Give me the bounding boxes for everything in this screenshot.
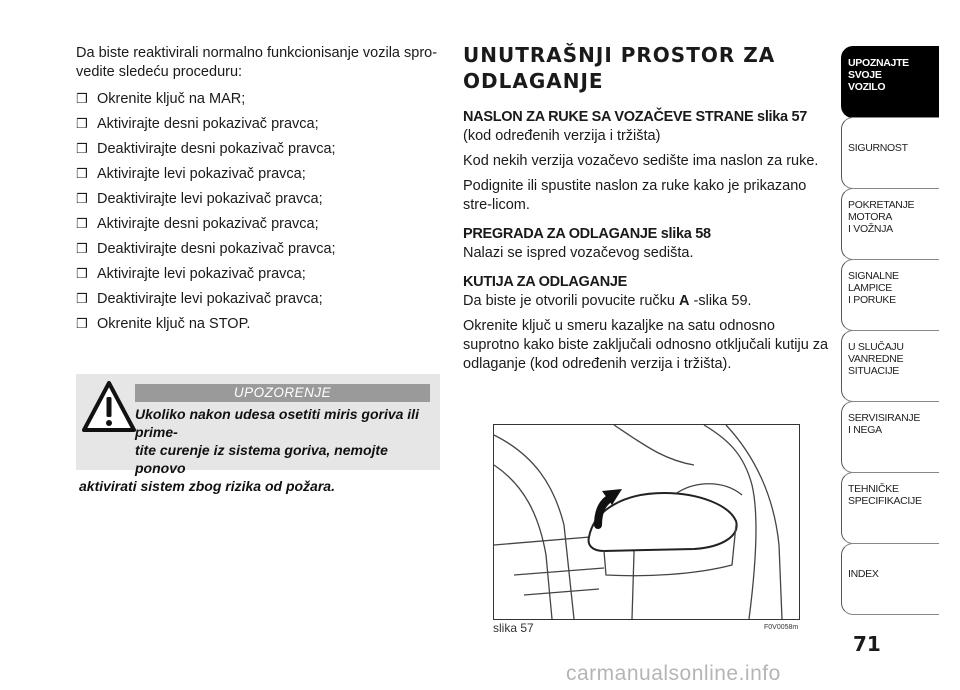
chapter-tabs <box>841 46 939 614</box>
section-compartment <box>463 225 829 263</box>
list-item: ❒ Okrenite ključ na STOP. <box>76 316 251 332</box>
list-item: ❒ Deaktivirajte desni pokazivač pravca; <box>76 241 336 257</box>
figure-caption: slika 57 <box>493 621 534 635</box>
watermark: carmanualsonline.info <box>566 662 781 685</box>
list-item: ❒ Deaktivirajte desni pokazivač pravca; <box>76 141 336 157</box>
paragraph: Kod nekih verzija vozačevo sedište ima naslon za ruke. <box>463 153 819 169</box>
list-item: ❒ Deaktivirajte levi pokazivač pravca; <box>76 191 323 207</box>
checkbox-square-icon: ❒ <box>76 242 88 257</box>
section-heading: NASLON ZA RUKE SA VOZAČEVE STRANE slika 57 <box>463 109 808 125</box>
intro-text: Da biste reaktivirali normalno funkcionisanje vozila spro-vedite sledeću proceduru: <box>76 45 438 80</box>
paragraph: Nalazi se ispred vozačevog sedišta. <box>463 245 694 261</box>
checkbox-square-icon: ❒ <box>76 267 88 282</box>
tab-sigurnost[interactable]: SIGURNOST <box>841 117 939 189</box>
page-title: UNUTRAŠNJI PROSTOR ZA ODLAGANJE <box>463 43 776 93</box>
tab-tehnicke-specifikacije[interactable]: TEHNIČKE SPECIFIKACIJE <box>841 472 939 544</box>
list-item: ❒ Deaktivirajte levi pokazivač pravca; <box>76 291 323 307</box>
figure-code: F0V0058m <box>764 624 799 631</box>
tab-index[interactable]: INDEX <box>841 543 939 615</box>
section-heading: PREGRADA ZA ODLAGANJE slika 58 <box>463 226 711 242</box>
left-column <box>76 44 440 340</box>
section-storage-box <box>463 273 829 374</box>
checkbox-square-icon: ❒ <box>76 192 88 207</box>
checkbox-square-icon: ❒ <box>76 317 88 332</box>
armrest-drawing <box>494 425 799 619</box>
warning-header: UPOZORENJE <box>135 384 430 402</box>
paragraph: Podignite ili spustite naslon za ruke kako je prikazano stre-licom. <box>463 178 807 213</box>
warning-box <box>76 374 440 494</box>
checkbox-square-icon: ❒ <box>76 117 88 132</box>
list-item: ❒ Okrenite ključ na MAR; <box>76 91 246 107</box>
checkbox-square-icon: ❒ <box>76 167 88 182</box>
checkbox-square-icon: ❒ <box>76 92 88 107</box>
list-item: ❒ Aktivirajte levi pokazivač pravca; <box>76 266 306 282</box>
right-column <box>463 42 829 384</box>
checkbox-square-icon: ❒ <box>76 142 88 157</box>
page-number: 71 <box>853 632 881 656</box>
tab-pokretanje-motora[interactable]: POKRETANJE MOTORA I VOŽNJA <box>841 188 939 260</box>
tab-vanredne-situacije[interactable]: U SLUČAJU VANREDNE SITUACIJE <box>841 330 939 402</box>
figure-armrest-illustration <box>493 424 800 620</box>
procedure-list <box>76 90 440 340</box>
paragraph: Da biste je otvorili povucite ručku A -slika 59. <box>463 293 752 309</box>
tab-upoznajte-svoje-vozilo[interactable]: UPOZNAJTE SVOJE VOZILO <box>841 46 939 118</box>
section-heading: KUTIJA ZA ODLAGANJE <box>463 274 628 290</box>
tab-servisiranje[interactable]: SERVISIRANJE I NEGA <box>841 401 939 473</box>
list-item: ❒ Aktivirajte levi pokazivač pravca; <box>76 166 306 182</box>
paragraph: Okrenite ključ u smeru kazaljke na satu odnosno suprotno kako biste zaključali odnosno otključali kutiju za odlaganje (kod određenih verzija i tržišta). <box>463 318 829 372</box>
checkbox-square-icon: ❒ <box>76 292 88 307</box>
tab-signalne-lampice[interactable]: SIGNALNE LAMPICE I PORUKE <box>841 259 939 331</box>
list-item: ❒ Aktivirajte desni pokazivač pravca; <box>76 216 319 232</box>
section-note: (kod određenih verzija i tržišta) <box>463 128 661 144</box>
checkbox-square-icon: ❒ <box>76 217 88 232</box>
section-armrest <box>463 108 829 215</box>
warning-text: Ukoliko nakon udesa osetiti miris goriva ili prime- tite curenje iz sistema goriva, nemojte ponovo aktivirati sistem zbog rizika od požara. <box>79 406 419 494</box>
list-item: ❒ Aktivirajte desni pokazivač pravca; <box>76 116 319 132</box>
